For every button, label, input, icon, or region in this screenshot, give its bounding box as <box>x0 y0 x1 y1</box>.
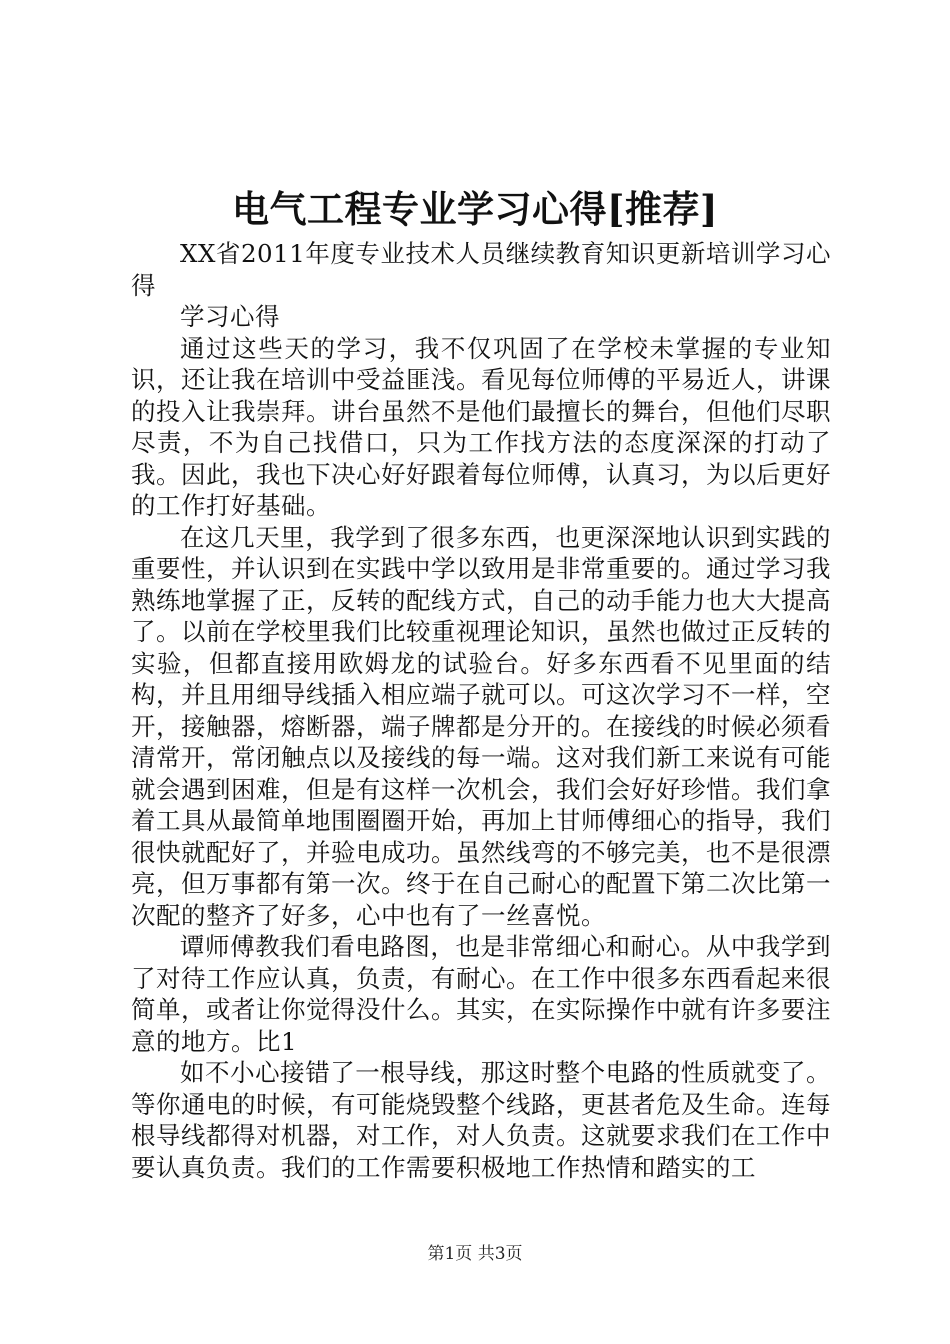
document-title: 电气工程专业学习心得[推荐] <box>231 187 718 231</box>
paragraph-4: 如不小心接错了一根导线，那这时整个电路的性质就变了。等你通电的时候，有可能烧毁整个线路，更甚者危及生命。连每根导线都得对机器，对工作，对人负责。这就要求我们在工作中要认真负责。我们的工作需要积极地工作热情和踏实的工 <box>131 1058 831 1182</box>
paragraph-2: 在这几天里，我学到了很多东西，也更深深地认识到实践的重要性，并认识到在实践中学以致用是非常重要的。通过学习我熟练地掌握了正，反转的配线方式，自己的动手能力也大大提高了。以前在学校里我们比较重视理论知识，虽然也做过正反转的实验，但都直接用欧姆龙的试验台。好多东西看不见里面的结构，并且用细导线插入相应端子就可以。可这次学习不一样，空开，接触器，熔断器，端子牌都是分开的。在接线的时候必须看清常开，常闭触点以及接线的每一端。这对我们新工来说有可能就会遇到困难，但是有这样一次机会，我们会好好珍惜。我们拿着工具从最简单地围圈圈开始，再加上甘师傅细心的指导，我们很快就配好了，并验电成功。虽然线弯的不够完美，也不是很漂亮，但万事都有第一次。终于在自己耐心的配置下第二次比第一次配的整齐了好多，心中也有了一丝喜悦。 <box>131 522 831 930</box>
paragraph-3: 谭师傅教我们看电路图，也是非常细心和耐心。从中我学到了对待工作应认真，负责，有耐心。在工作中很多东西看起来很简单，或者让你觉得没什么。其实，在实际操作中就有许多要注意的地方。比1 <box>131 932 831 1056</box>
page-footer: 第1页 共3页 <box>427 1244 523 1264</box>
document-body <box>131 238 831 1183</box>
paragraph-subtitle: 学习心得 <box>180 302 280 331</box>
paragraph-1: 通过这些天的学习，我不仅巩固了在学校未掌握的专业知识，还让我在培训中受益匪浅。看见每位师傅的平易近人，讲课的投入让我崇拜。讲台虽然不是他们最擅长的舞台，但他们尽职尽责，不为自己找借口，只为工作找方法的态度深深的打动了我。因此，我也下决心好好跟着每位师傅，认真习，为以后更好的工作打好基础。 <box>131 333 831 520</box>
paragraph-heading-line: XX省2011年度专业技术人员继续教育知识更新培训学习心得 <box>131 239 831 300</box>
